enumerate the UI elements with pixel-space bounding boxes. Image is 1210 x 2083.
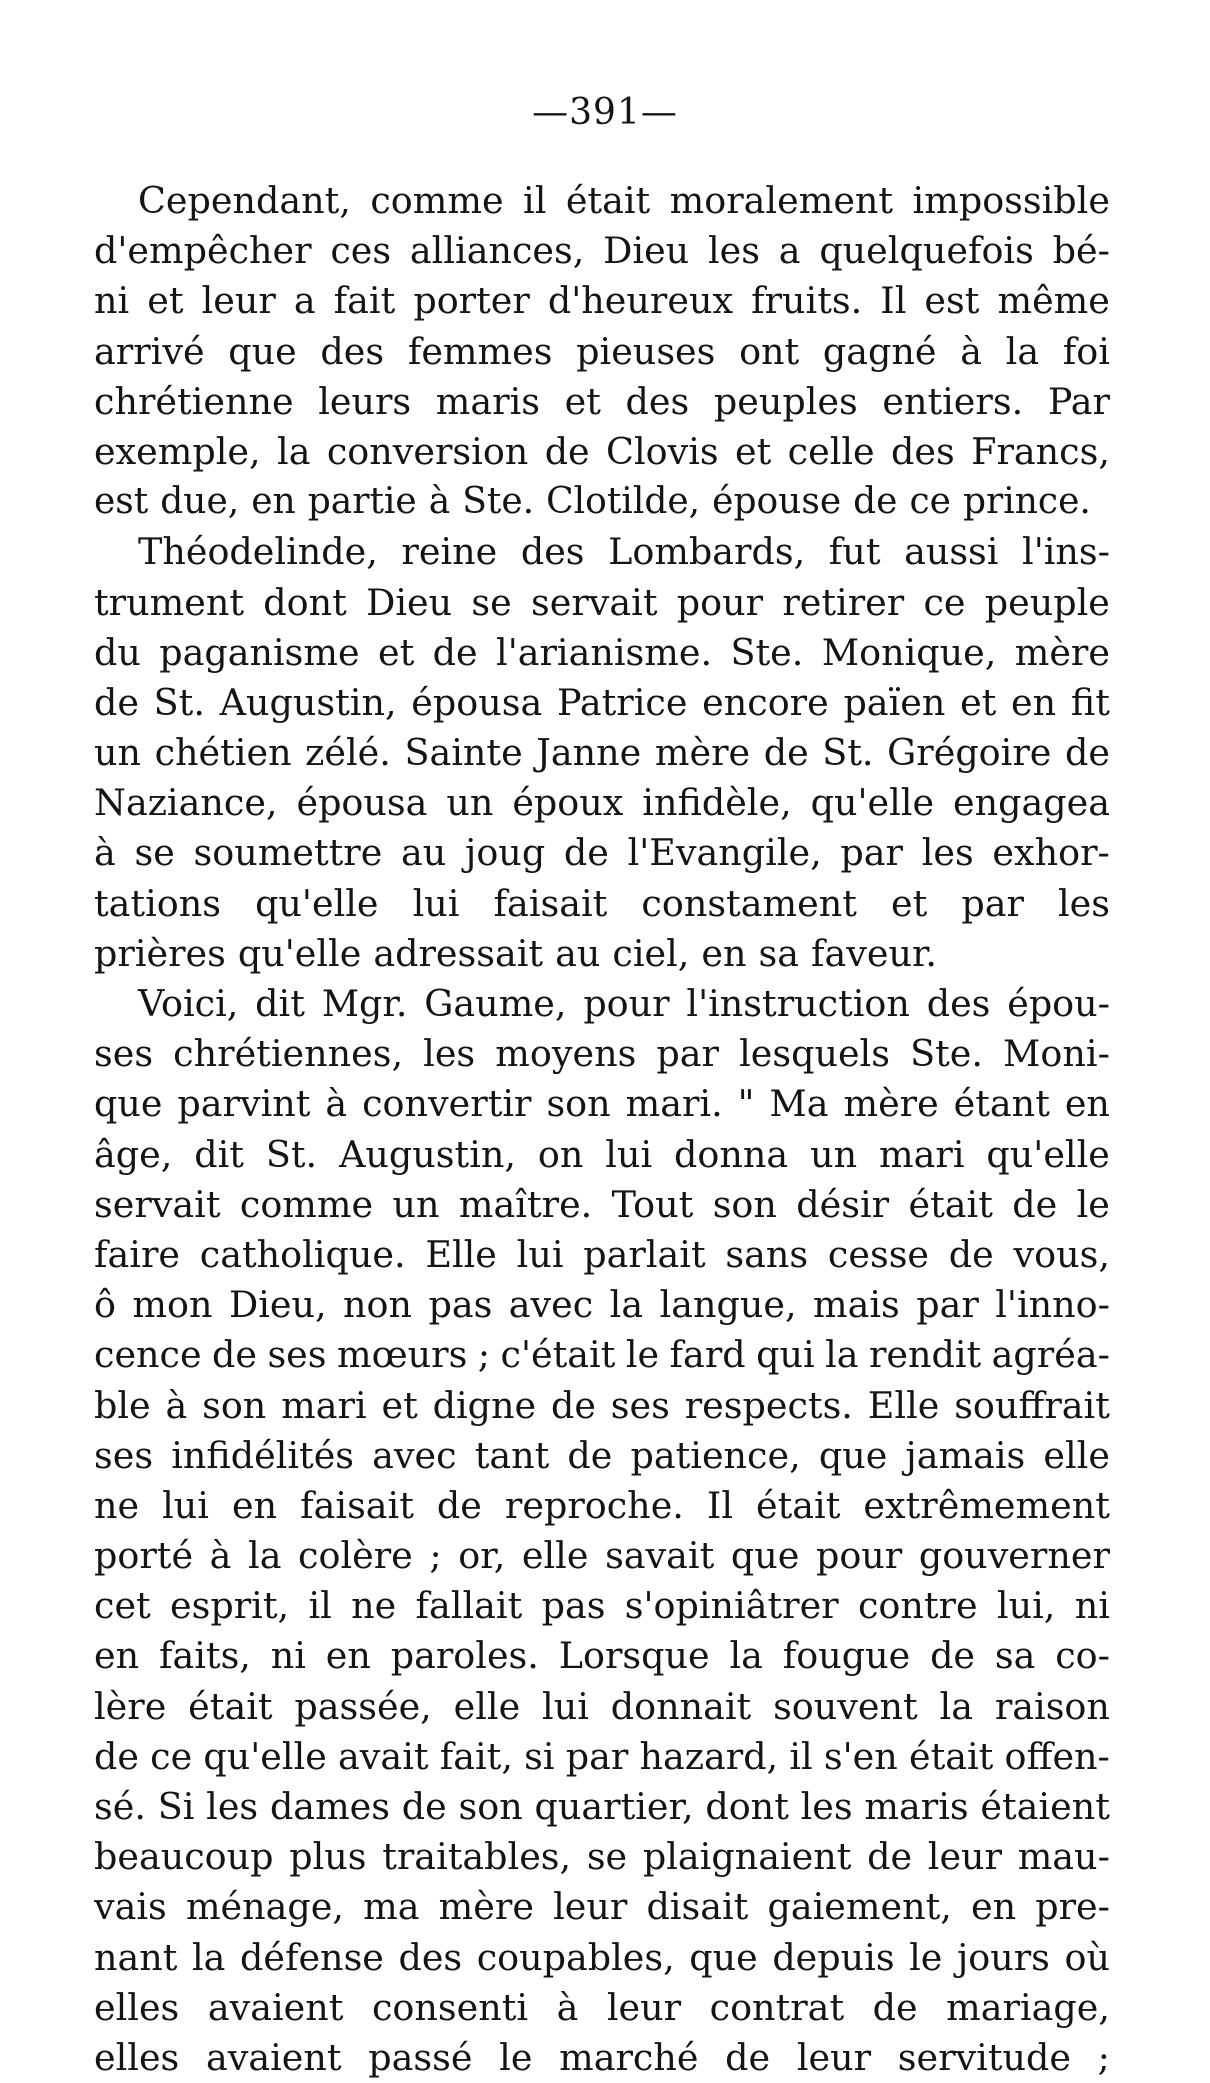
text-line: ô mon Dieu, non pas avec la langue, mais par l'inno- (94, 1283, 1110, 1327)
text-line: à se soumettre au joug de l'Evangile, par les exhor- (94, 831, 1110, 875)
text-line: ses chrétiennes, les moyens par lesquels Ste. Moni- (94, 1032, 1110, 1076)
text-line: ble à son mari et digne de ses respects. Elle souffrait (94, 1383, 1110, 1427)
text-line: est due, en partie à Ste. Clotilde, épouse de ce prince. (94, 481, 1091, 523)
text-line: du paganisme et de l'arianisme. Ste. Monique, mère (94, 630, 1110, 674)
text-line: Voici, dit Mgr. Gaume, pour l'instruction des épou- (138, 982, 1110, 1025)
text-line: trument dont Dieu se servait pour retirer ce peuple (94, 580, 1110, 624)
page-number: —391— (532, 92, 678, 133)
text-line: Théodelinde, reine des Lombards, fut aussi l'ins- (138, 530, 1110, 574)
text-line: de ce qu'elle avait fait, si par hazard, il s'en était offen- (94, 1734, 1110, 1778)
text-line: Naziance, épousa un époux infidèle, qu'elle engagea (94, 781, 1110, 825)
text-line: un chétien zélé. Sainte Janne mère de St. Grégoire de (94, 731, 1110, 775)
text-line: sé. Si les dames de son quartier, dont les maris étaient (94, 1785, 1110, 1828)
text-line: vais ménage, ma mère leur disait gaiement, en pre- (94, 1885, 1110, 1929)
text-line: prières qu'elle adressait au ciel, en sa faveur. (94, 931, 938, 975)
text-line: faire catholique. Elle lui parlait sans cesse de vous, (94, 1232, 1110, 1276)
text-line: porté à la colère ; or, elle savait que pour gouverner (94, 1534, 1110, 1578)
body-text (94, 176, 1110, 2083)
text-line: elles avaient consenti à leur contrat de mariage, (94, 1985, 1110, 2029)
text-line: cence de ses mœurs ; c'était le fard qui la rendit agréa- (94, 1333, 1110, 1377)
text-line: exemple, la conversion de Clovis et celle des Francs, (94, 429, 1110, 473)
text-line: de St. Augustin, épousa Patrice encore païen et en fit (94, 680, 1110, 724)
text-line: d'empêcher ces alliances, Dieu les a quelquefois bé- (94, 229, 1110, 273)
text-line: nant la défense des coupables, que depuis le jours où (94, 1935, 1110, 1979)
text-line: ne lui en faisait de reproche. Il était extrêmement (94, 1483, 1110, 1527)
text-line: tations qu'elle lui faisait constament et par les (94, 881, 1110, 925)
text-line: en faits, ni en paroles. Lorsque la fougue de sa co- (94, 1634, 1110, 1678)
text-line: elles avaient passé le marché de leur servitude ; (94, 2035, 1110, 2079)
text-line: ni et leur a fait porter d'heureux fruits. Il est même (94, 279, 1110, 323)
text-line: lère était passée, elle lui donnait souvent la raison (94, 1684, 1110, 1728)
text-line: Cependant, comme il était moralement impossible (138, 179, 1110, 222)
text-line: ses infidélités avec tant de patience, que jamais elle (94, 1433, 1110, 1477)
text-line: cet esprit, il ne fallait pas s'opiniâtrer contre lui, ni (94, 1584, 1110, 1628)
text-line: âge, dit St. Augustin, on lui donna un mari qu'elle (94, 1132, 1110, 1176)
text-line: chrétienne leurs maris et des peuples entiers. Par (94, 379, 1110, 423)
text-line: arrivé que des femmes pieuses ont gagné à la foi (94, 329, 1110, 373)
text-line: que parvint à convertir son mari. " Ma mère étant en (94, 1082, 1110, 1126)
text-line: servait comme un maître. Tout son désir était de le (94, 1182, 1110, 1226)
text-line: beaucoup plus traitables, se plaignaient de leur mau- (94, 1835, 1110, 1879)
